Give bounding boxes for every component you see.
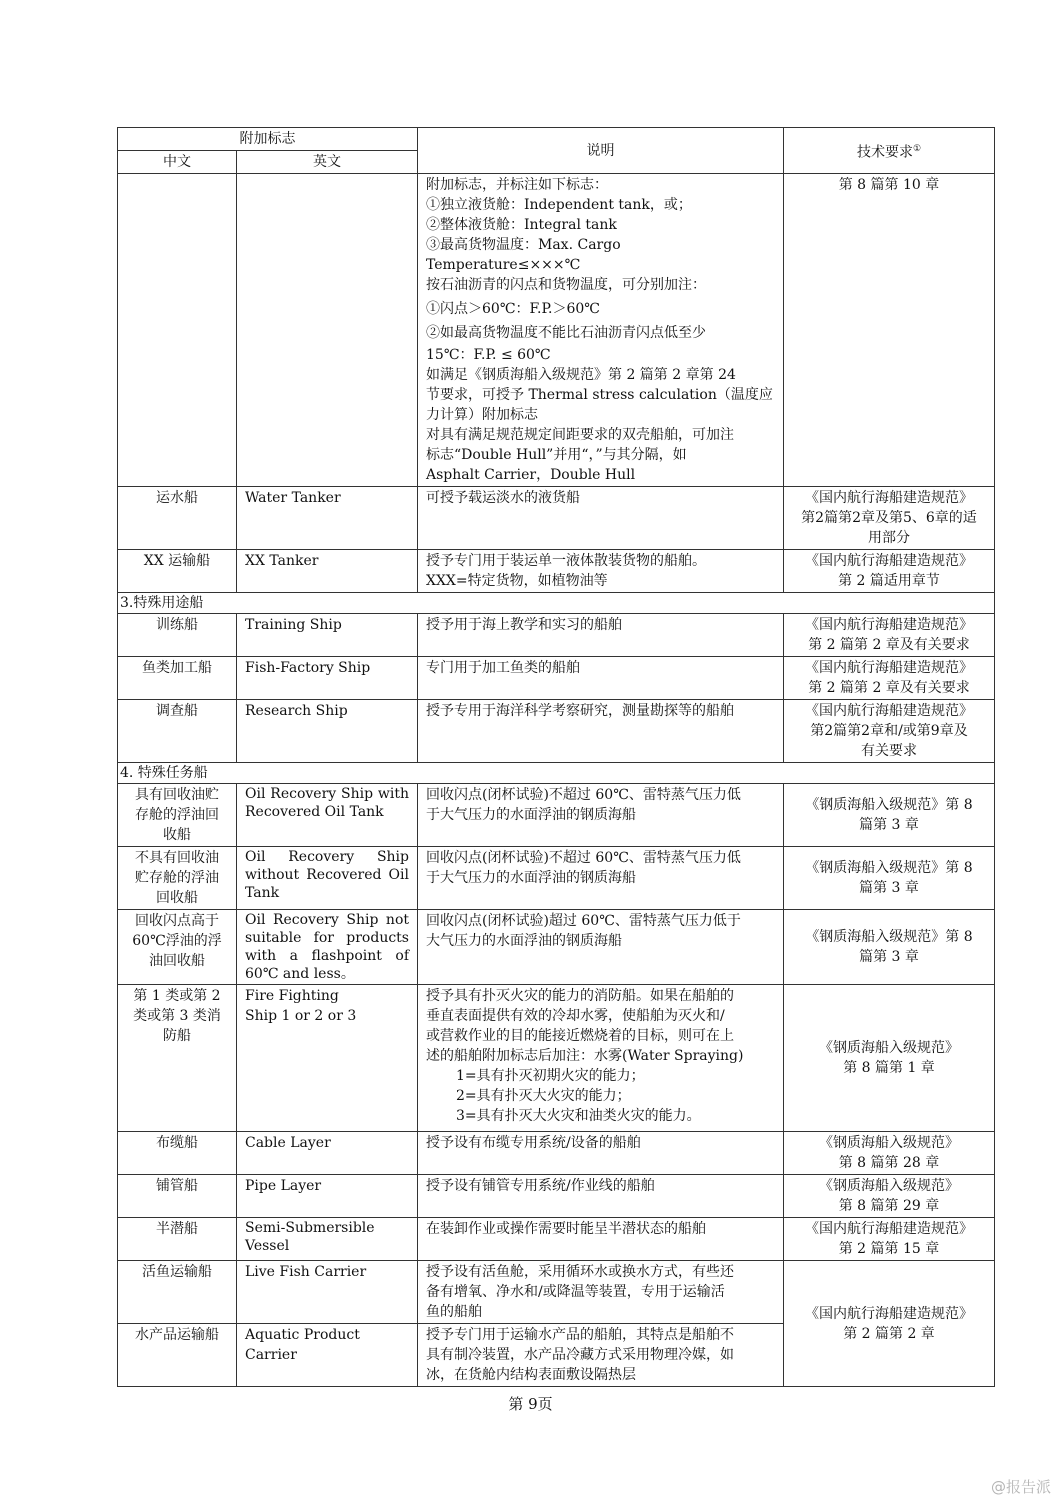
desc-cell: 授予具有扑灭火灾的能力的消防船。如果在船舶的 垂直表面提供有效的冷却水雾，使船舶为灭火和/ 或营救作业的目的能接近燃烧着的目标，则可在上 述的船舶附加标志后加注：水雾(Water Spraying) 1=具有扑灭初期火灾的能力； 2=具有扑灭大火灾的能力； 3=具有扑灭大火灾和油类火灾的能力。 <box>418 985 784 1132</box>
table-row <box>118 847 995 910</box>
en-cell: Fire Fighting Ship 1 or 2 or 3 <box>237 985 418 1132</box>
en-cell: Oil Recovery Ship not suitable for products with a flashpoint of 60℃ and less。 <box>237 910 418 985</box>
desc-cell: 授予设有布缆专用系统/设备的船舶 <box>418 1132 784 1175</box>
req-cell: 《国内航行海船建造规范》 第 2 篇第 15 章 <box>784 1218 995 1261</box>
zh-cell: 活鱼运输船 <box>118 1261 237 1324</box>
zh-cell: 铺管船 <box>118 1175 237 1218</box>
section-row <box>118 763 995 784</box>
zh-cell: 调查船 <box>118 700 237 763</box>
en-cell: Research Ship <box>237 700 418 763</box>
en-cell: XX Tanker <box>237 550 418 593</box>
list-item: 3=具有扑灭大火灾和油类火灾的能力。 <box>456 1108 701 1124</box>
table-row <box>118 1175 995 1218</box>
table-row <box>118 1218 995 1261</box>
zh-cell: 训练船 <box>118 614 237 657</box>
zh-cell: 布缆船 <box>118 1132 237 1175</box>
watermark: @报告派 <box>990 1478 1051 1496</box>
section-row <box>118 593 995 614</box>
req-cell: 《国内航行海船建造规范》 第2篇第2章及第5、6章的适 用部分 <box>784 487 995 550</box>
zh-cell: 具有回收油贮 存舱的浮油回 收船 <box>118 784 237 847</box>
table-row <box>118 487 995 550</box>
desc-cell: 授予专用于海洋科学考察研究，测量勘探等的船舶 <box>418 700 784 763</box>
en-cell: Training Ship <box>237 614 418 657</box>
desc-cell: 授予专门用于装运单一液体散装货物的船舶。 XXX=特定货物，如植物油等 <box>418 550 784 593</box>
req-cell: 《国内航行海船建造规范》 第 2 篇适用章节 <box>784 550 995 593</box>
req-cell: 《钢质海船入级规范》第 8 篇第 3 章 <box>784 847 995 910</box>
header-en: 英文 <box>237 151 418 174</box>
en-cell: Semi-Submersible Vessel <box>237 1218 418 1261</box>
table-row <box>118 174 995 487</box>
table-row <box>118 784 995 847</box>
req-cell: 《国内航行海船建造规范》 第 2 篇第 2 章 <box>784 1261 995 1387</box>
req-cell: 《国内航行海船建造规范》 第 2 篇第 2 章及有关要求 <box>784 614 995 657</box>
desc-cell: 授予设有铺管专用系统/作业线的船舶 <box>418 1175 784 1218</box>
zh-cell: 鱼类加工船 <box>118 657 237 700</box>
list-item: 2=具有扑灭大火灾的能力； <box>456 1088 631 1104</box>
ship-notation-table <box>117 127 995 1387</box>
zh-cell: XX 运输船 <box>118 550 237 593</box>
zh-cell: 半潜船 <box>118 1218 237 1261</box>
req-cell: 第 8 篇第 10 章 <box>784 174 995 487</box>
section-heading: 4. 特殊任务船 <box>118 763 995 784</box>
en-cell: Aquatic Product Carrier <box>237 1324 418 1387</box>
table-row <box>118 910 995 985</box>
table-row <box>118 614 995 657</box>
en-cell <box>237 174 418 487</box>
desc-cell: 授予用于海上教学和实习的船舶 <box>418 614 784 657</box>
en-cell: Oil Recovery Ship without Recovered Oil Tank <box>237 847 418 910</box>
zh-cell: 第 1 类或第 2 类或第 3 类消 防船 <box>118 985 237 1132</box>
header-group: 附加标志 <box>118 128 418 151</box>
desc-cell: 回收闪点(闭杯试验)不超过 60℃、雷特蒸气压力低 于大气压力的水面浮油的钢质海船 <box>418 784 784 847</box>
list-item: 1=具有扑灭初期火灾的能力； <box>456 1068 645 1084</box>
desc-cell: 附加标志，并标注如下标志： ①独立液货舱：Independent tank，或； ②整体液货舱：Integral tank ③最高货物温度：Max. Cargo Temperature≤×××℃ 按石油沥青的闪点和货物温度，可分别加注： ①闪点＞60℃：F.P.＞60℃ ②如最高货物温度不能比石油沥青闪点低至少 15℃：F.P. ≤ 60℃ 如满足《钢质海船入级规范》第 2 篇第 2 章第 24 节要求，可授予 Thermal stress calculation（温度应 力计算）附加标志 对具有满足规范规定间距要求的双壳船舶，可加注 标志“Double Hull”并用“，”与其分隔，如 Asphalt Carrier，Double Hull <box>418 174 784 487</box>
req-cell: 《国内航行海船建造规范》 第2篇第2章和/或第9章及 有关要求 <box>784 700 995 763</box>
table-row <box>118 657 995 700</box>
page-number: 第 9页 <box>508 1395 553 1413</box>
req-cell: 《钢质海船入级规范》 第 8 篇第 28 章 <box>784 1132 995 1175</box>
table-row <box>118 985 995 1132</box>
req-cell: 《钢质海船入级规范》 第 8 篇第 1 章 <box>784 985 995 1132</box>
desc-cell: 回收闪点(闭杯试验)超过 60℃、雷特蒸气压力低于 大气压力的水面浮油的钢质海船 <box>418 910 784 985</box>
header-zh: 中文 <box>118 151 237 174</box>
en-cell: Water Tanker <box>237 487 418 550</box>
req-cell: 《钢质海船入级规范》第 8 篇第 3 章 <box>784 910 995 985</box>
table-row <box>118 1261 995 1324</box>
section-heading: 3.特殊用途船 <box>118 593 995 614</box>
footnote-marker: ① <box>912 143 922 154</box>
zh-cell: 不具有回收油 贮存舱的浮油 回收船 <box>118 847 237 910</box>
desc-cell: 回收闪点(闭杯试验)不超过 60℃、雷特蒸气压力低 于大气压力的水面浮油的钢质海船 <box>418 847 784 910</box>
table-row <box>118 550 995 593</box>
desc-cell: 授予设有活鱼舱，采用循环水或换水方式，有些还 备有增氧、净水和/或降温等装置，专用于运输活 鱼的船舶 <box>418 1261 784 1324</box>
req-cell: 《钢质海船入级规范》 第 8 篇第 29 章 <box>784 1175 995 1218</box>
desc-cell: 在装卸作业或操作需要时能呈半潜状态的船舶 <box>418 1218 784 1261</box>
en-cell: Oil Recovery Ship with Recovered Oil Tank <box>237 784 418 847</box>
zh-cell: 回收闪点高于 60℃浮油的浮 油回收船 <box>118 910 237 985</box>
zh-cell: 运水船 <box>118 487 237 550</box>
desc-cell: 专门用于加工鱼类的船舶 <box>418 657 784 700</box>
table-row <box>118 700 995 763</box>
en-cell: Live Fish Carrier <box>237 1261 418 1324</box>
desc-cell: 可授予载运淡水的液货船 <box>418 487 784 550</box>
en-cell: Pipe Layer <box>237 1175 418 1218</box>
en-cell: Cable Layer <box>237 1132 418 1175</box>
en-cell: Fish-Factory Ship <box>237 657 418 700</box>
req-cell: 《国内航行海船建造规范》 第 2 篇第 2 章及有关要求 <box>784 657 995 700</box>
desc-cell: 授予专门用于运输水产品的船舶，其特点是船舶不 具有制冷装置，水产品冷藏方式采用物理冷媒，如 冰，在货舱内结构表面敷设隔热层 <box>418 1324 784 1387</box>
zh-cell <box>118 174 237 487</box>
header-req: 技术要求① <box>784 128 995 174</box>
header-desc: 说明 <box>418 128 784 174</box>
zh-cell: 水产品运输船 <box>118 1324 237 1387</box>
table-row <box>118 1132 995 1175</box>
req-cell: 《钢质海船入级规范》第 8 篇第 3 章 <box>784 784 995 847</box>
